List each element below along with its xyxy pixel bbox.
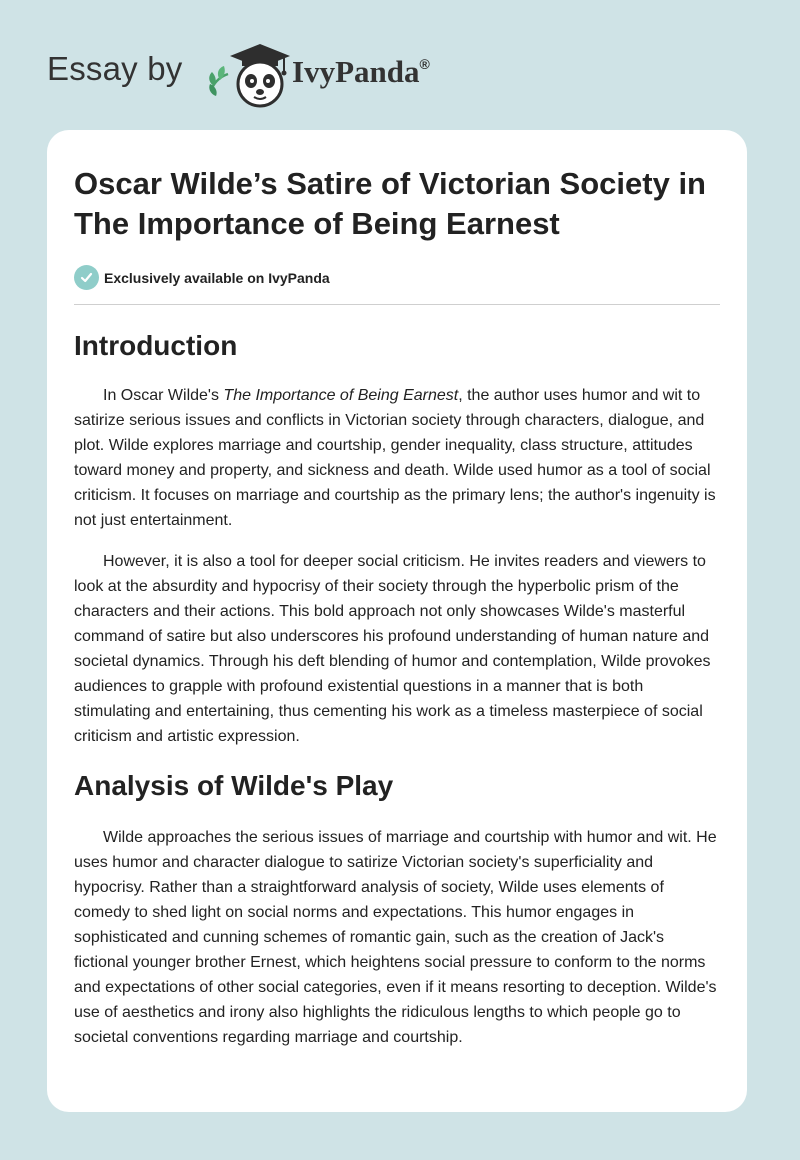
paragraph: In Oscar Wilde's The Importance of Being Earnest, the author uses humor and wit to satirize serious issues and conflicts in Victorian society through characters, dialogue, and plot. Wilde explores marriage and courtship, gender inequality, class structure, attitudes toward money and property, and sickness and death. Wilde used humor as a tool of social criticism. It focuses on marriage and courtship as the primary lens; the author's ingenuity is not just entertainment. [74, 387, 716, 529]
exclusive-badge-text: Exclusively available on IvyPanda [104, 269, 330, 286]
book-title: The Importance of Being Earnest [223, 387, 459, 404]
divider [74, 304, 720, 305]
article-card [47, 130, 747, 1112]
paragraph: Wilde approaches the serious issues of marriage and courtship with humor and wit. He uses humor and character dialogue to satirize Victorian society's superficiality and hypocrisy. Rather than a straightforward analysis of society, Wilde uses elements of comedy to shed light on social norms and expectations. This humor engages in sophisticated and cunning schemes of romantic gain, such as the creation of Jack's fictional younger brother Ernest, which heightens social pressure to conform to the norms and expectations of other social categories, even if it means resorting to deception. Wilde's use of aesthetics and irony also highlights the ridiculous lengths to which people go to societal conventions regarding marriage and courtship. [74, 829, 717, 1046]
brand-logo-text: IvyPanda® [292, 54, 430, 89]
section-heading-introduction: Introduction [74, 330, 238, 361]
section-heading-analysis: Analysis of Wilde's Play [74, 770, 394, 801]
paragraph: However, it is also a tool for deeper social criticism. He invites readers and viewers to look at the absurdity and hypocrisy of their society through the hyperbolic prism of the characters and their actions. This bold approach not only showcases Wilde's masterful command of satire but also underscores his profound understanding of human nature and societal dynamics. Through his deft blending of humor and contemplation, Wilde provokes audiences to grapple with profound existential questions in a manner that is both stimulating and entertaining, thus cementing his work as a timeless masterpiece of social criticism and artistic expression. [74, 553, 711, 745]
exclusive-badge [74, 265, 720, 290]
article-title: Oscar Wilde’s Satire of Victorian Society in The Importance of Being Earnest [74, 166, 706, 241]
check-circle-icon [74, 265, 99, 290]
panda-graduation-cap-icon [202, 36, 294, 110]
essay-by-label: Essay by [47, 50, 183, 87]
site-header [47, 30, 747, 110]
